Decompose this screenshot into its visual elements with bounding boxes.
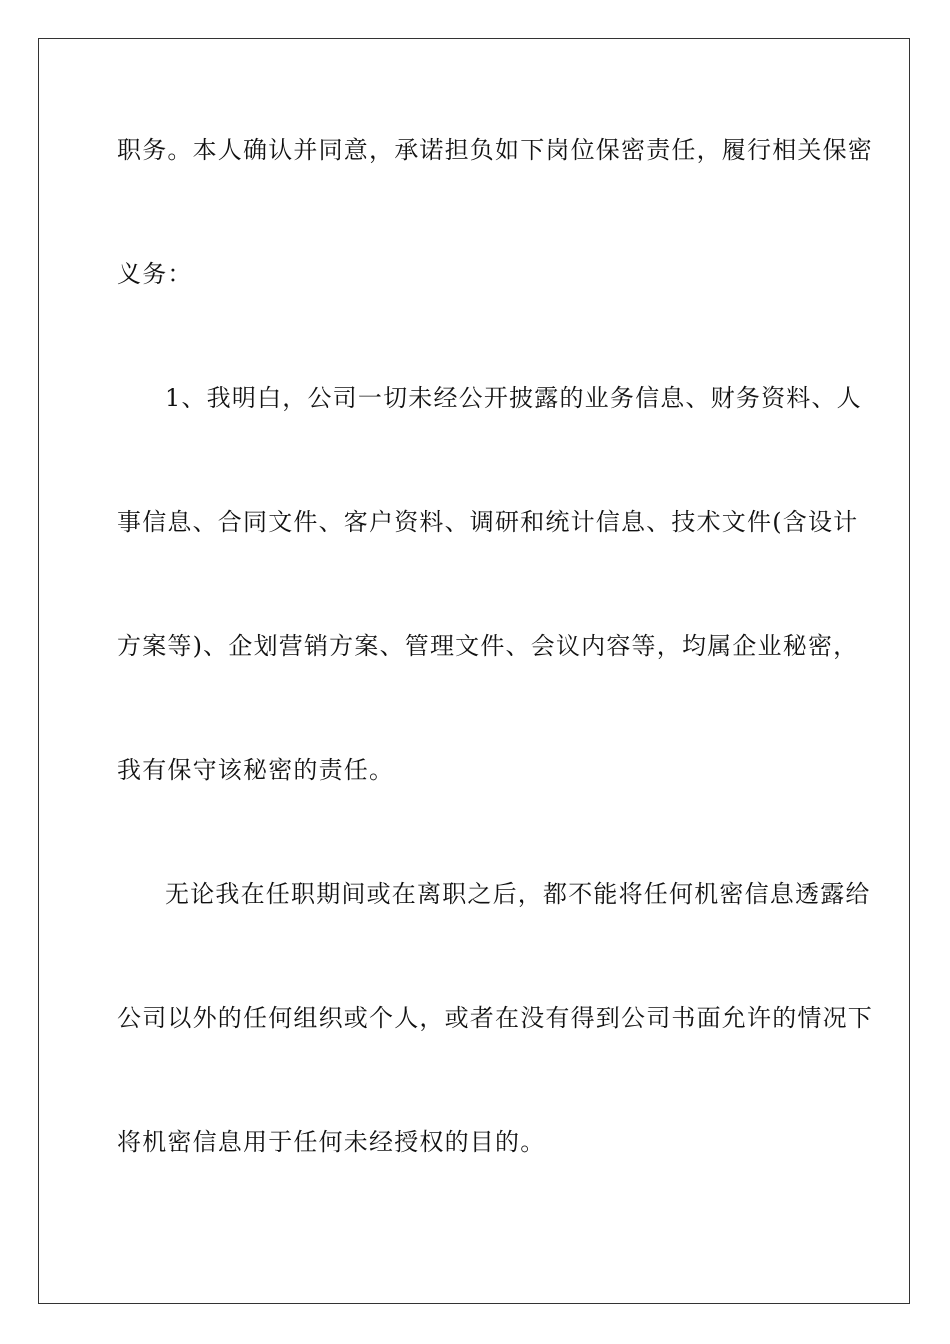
paragraph-2-line-3: 将机密信息用于任何未经授权的目的。 [117,1128,546,1156]
text-line-2: 义务： [117,260,193,288]
paragraph-1-line-4: 我有保守该秘密的责任。 [117,756,395,784]
text-line-1: 职务。本人确认并同意，承诺担负如下岗位保密责任，履行相关保密 [117,136,873,164]
paragraph-1-line-3: 方案等)、企划营销方案、管理文件、会议内容等，均属企业秘密， [117,632,859,660]
paragraph-2-line-2: 公司以外的任何组织或个人，或者在没有得到公司书面允许的情况下 [117,1004,873,1032]
paragraph-2-line-1: 无论我在任职期间或在离职之后，都不能将任何机密信息透露给 [165,880,871,908]
page-border [38,38,910,1304]
paragraph-1-line-2: 事信息、合同文件、客户资料、调研和统计信息、技术文件(含设计 [117,508,859,536]
paragraph-1-line-1: 1、我明白，公司一切未经公开披露的业务信息、财务资料、人 [165,384,862,412]
